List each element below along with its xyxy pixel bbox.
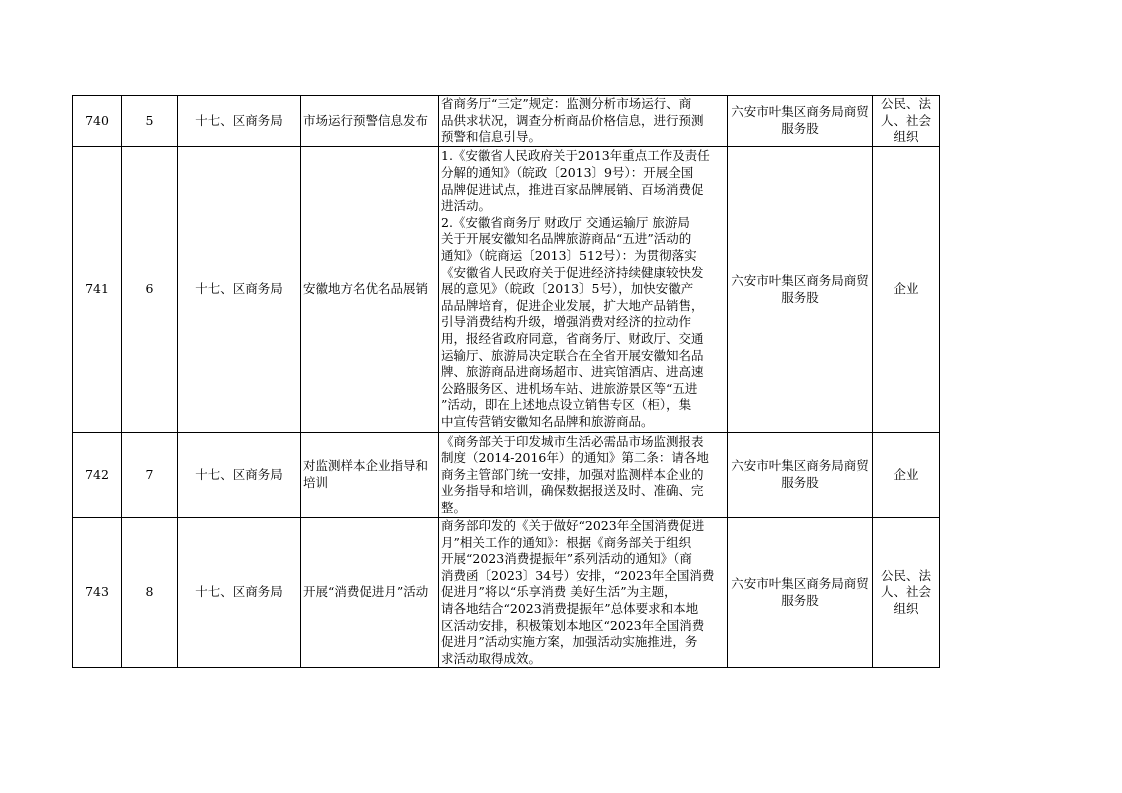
basis-cell	[439, 96, 728, 147]
item-name-cell: 市场运行预警信息发布	[301, 96, 439, 147]
sub-seq-cell: 7	[122, 433, 178, 518]
basis-line: 中宣传营销安徽知名品牌和旅游商品。	[441, 413, 654, 429]
basis-line: 促进月”活动实施方案，加强活动实施推进，务	[441, 634, 698, 650]
basis-line: 1.《安徽省人民政府关于2013年重点工作及责任	[441, 148, 710, 164]
responsible-unit-cell: 六安市叶集区商务局商贸服务股	[728, 518, 873, 668]
department-cell: 十七、区商务局	[178, 518, 301, 668]
sub-seq-cell: 5	[122, 96, 178, 147]
basis-line: 区活动安排，积极策划本地区“2023年全国消费	[441, 617, 705, 633]
basis-line: 通知》（皖商运〔2013〕512号）：为贯彻落实	[441, 248, 697, 264]
basis-line: 关于开展安徽知名品牌旅游商品“五进”活动的	[441, 231, 692, 247]
basis-line: 促进月”将以“乐享消费 美好生活”为主题，	[441, 584, 677, 600]
basis-line: 公路服务区、进机场车站、进旅游景区等“五进	[441, 380, 698, 396]
department-cell: 十七、区商务局	[178, 433, 301, 518]
item-name-cell: 对监测样本企业指导和培训	[301, 433, 439, 518]
item-name-cell: 开展“消费促进月”活动	[301, 518, 439, 668]
basis-line: 商务主管部门统一安排，加强对监测样本企业的	[441, 466, 704, 482]
table-row	[73, 147, 940, 433]
basis-line: 引导消费结构升级，增强消费对经济的拉动作	[441, 314, 692, 330]
basis-cell	[439, 518, 728, 668]
basis-line: 开展“2023消费提振年”系列活动的通知》（商	[441, 551, 692, 567]
service-items-table	[72, 95, 940, 668]
item-name-cell: 安徽地方名优名品展销	[301, 147, 439, 433]
seq-cell: 742	[73, 433, 122, 518]
responsible-unit-cell: 六安市叶集区商务局商贸服务股	[728, 96, 873, 147]
basis-line: 整。	[441, 499, 467, 515]
target-cell: 公民、法人、社会组织	[873, 96, 940, 147]
basis-line: 请各地结合“2023消费提振年”总体要求和本地	[441, 600, 699, 616]
basis-line: 求活动取得成效。	[441, 650, 542, 666]
basis-line: 品供求状况，调查分析商品价格信息，进行预测	[441, 112, 704, 128]
basis-line: 消费函〔2023〕34号）安排，“2023年全国消费	[441, 567, 715, 583]
department-cell: 十七、区商务局	[178, 96, 301, 147]
basis-line: ”活动，即在上述地点设立销售专区（柜），集	[441, 397, 692, 413]
basis-line: 商务部印发的《关于做好“2023年全国消费促进	[441, 518, 705, 533]
basis-cell	[439, 433, 728, 518]
target-cell: 企业	[873, 433, 940, 518]
basis-line: 品品牌培育，促进企业发展，扩大地产品销售，	[441, 297, 704, 313]
target-cell: 企业	[873, 147, 940, 433]
seq-cell: 743	[73, 518, 122, 668]
basis-line: 《商务部关于印发城市生活必需品市场监测报表	[441, 433, 704, 449]
basis-line: 月”相关工作的通知》：根据《商务部关于组织	[441, 534, 692, 550]
table-row	[73, 518, 940, 668]
basis-line: 展的意见》（皖政〔2013〕5号），加快安徽产	[441, 281, 694, 297]
basis-line: 业务指导和培训，确保数据报送及时、准确、完	[441, 483, 704, 499]
seq-cell: 740	[73, 96, 122, 147]
basis-line: 省商务厅“三定”规定：监测分析市场运行、商	[441, 96, 692, 112]
basis-line: 2.《安徽省商务厅 财政厅 交通运输厅 旅游局	[441, 214, 690, 230]
basis-line: 运输厅、旅游局决定联合在全省开展安徽知名品	[441, 347, 704, 363]
basis-line: 预警和信息引导。	[441, 129, 542, 145]
basis-line: 制度（2014-2016年）的通知》第二条：请各地	[441, 450, 709, 466]
responsible-unit-cell: 六安市叶集区商务局商贸服务股	[728, 147, 873, 433]
responsible-unit-cell: 六安市叶集区商务局商贸服务股	[728, 433, 873, 518]
basis-line: 用，报经省政府同意，省商务厅、财政厅、交通	[441, 330, 704, 346]
basis-line: 牌、旅游商品进商场超市、进宾馆酒店、进高速	[441, 364, 704, 380]
target-cell: 公民、法人、社会组织	[873, 518, 940, 668]
basis-cell	[439, 147, 728, 433]
department-cell: 十七、区商务局	[178, 147, 301, 433]
basis-line: 《安徽省人民政府关于促进经济持续健康较快发	[441, 264, 704, 280]
sub-seq-cell: 8	[122, 518, 178, 668]
basis-line: 进活动。	[441, 198, 492, 214]
basis-line: 分解的通知》（皖政〔2013〕9号）：开展全国	[441, 165, 694, 181]
table-row	[73, 433, 940, 518]
table-row	[73, 96, 940, 147]
seq-cell: 741	[73, 147, 122, 433]
basis-line: 品牌促进试点，推进百家品牌展销、百场消费促	[441, 181, 704, 197]
sub-seq-cell: 6	[122, 147, 178, 433]
